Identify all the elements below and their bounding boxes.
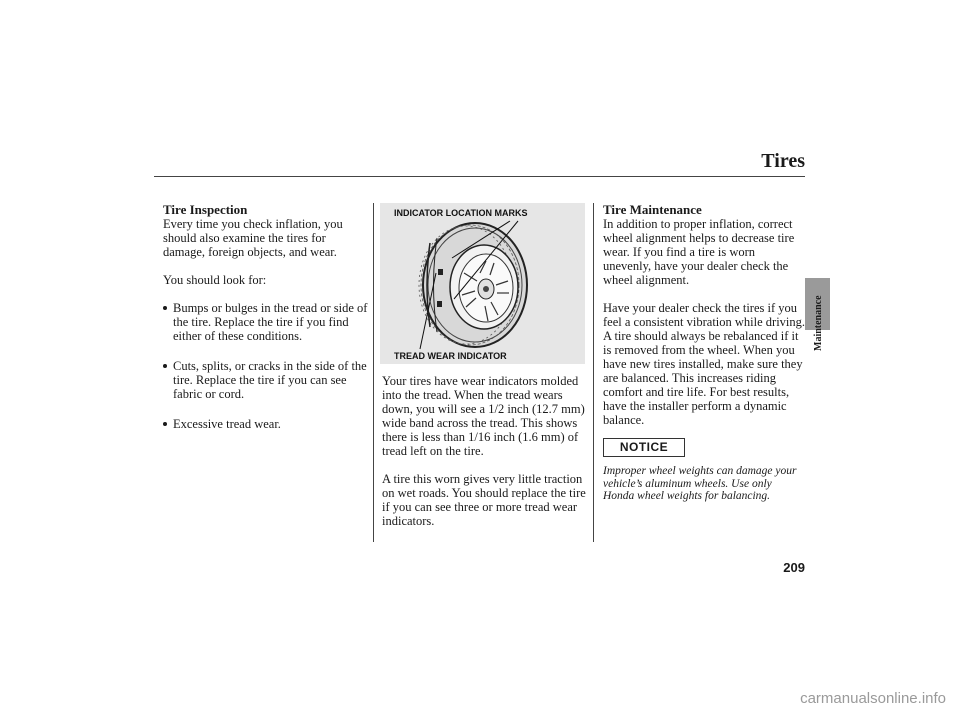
section-heading-tire-maintenance: Tire Maintenance <box>603 202 702 217</box>
title-divider <box>154 176 805 177</box>
tire-maintenance-section <box>603 203 806 427</box>
column-divider-left <box>373 203 374 542</box>
section-side-label: Maintenance <box>813 295 824 351</box>
tire-wear-indicator-figure <box>380 203 585 364</box>
list-item: Excessive tread wear. <box>157 417 368 431</box>
wear-indicator-section <box>382 374 587 528</box>
inspection-bullet-list <box>157 301 368 431</box>
page-title: Tires <box>761 150 805 172</box>
replace-tire-paragraph: A tire this worn gives very little traction on wet roads. You should replace the tire if you can see three or more tread wear indicators. <box>382 472 586 528</box>
figure-label-tread-wear-indicator: TREAD WEAR INDICATOR <box>394 351 507 361</box>
column-divider-right <box>593 203 594 542</box>
wear-indicator-paragraph: Your tires have wear indicators molded into the tread. When the tread wears down, you will see a 1/2 inch (12.7 mm) wide band across the tread. This shows there is less than 1/16 inch (1.6 mm) of tread left on the tire. <box>382 374 585 458</box>
balancing-paragraph: Have your dealer check the tires if you feel a consistent vibration while driving. A tire should always be rebalanced if it is removed from the wheel. When you have new tires installed, make sure they are balanced. This increases riding comfort and tire life. For best results, have the installer perform a dynamic balance. <box>603 301 806 427</box>
inspection-intro: Every time you check inflation, you should also examine the tires for damage, foreign objects, and wear. <box>163 217 343 259</box>
notice-text: Improper wheel weights can damage your vehicle’s aluminum wheels. Use only Honda wheel weights for balancing. <box>603 465 797 502</box>
list-item: Cuts, splits, or cracks in the side of the tire. Replace the tire if you can see fabric or cord. <box>157 359 368 401</box>
bullet-icon <box>163 422 167 426</box>
bullet-icon <box>163 364 167 368</box>
section-heading-tire-inspection: Tire Inspection <box>163 202 248 217</box>
tire-inspection-section <box>163 203 368 447</box>
look-for-text: You should look for: <box>163 273 267 287</box>
list-item: Bumps or bulges in the tread or side of the tire. Replace the tire if you find either of these conditions. <box>157 301 368 343</box>
notice-section <box>603 465 798 503</box>
bullet-icon <box>163 306 167 310</box>
notice-label: NOTICE <box>603 438 685 457</box>
alignment-paragraph: In addition to proper inflation, correct wheel alignment helps to decrease tire wear. If you find a tire is worn unevenly, have your dealer check the wheel alignment. <box>603 217 795 287</box>
page-number: 209 <box>783 560 805 575</box>
figure-label-indicator-location-marks: INDICATOR LOCATION MARKS <box>394 208 528 218</box>
tire-illustration <box>380 203 585 364</box>
watermark-text: carmanualsonline.info <box>800 690 946 707</box>
